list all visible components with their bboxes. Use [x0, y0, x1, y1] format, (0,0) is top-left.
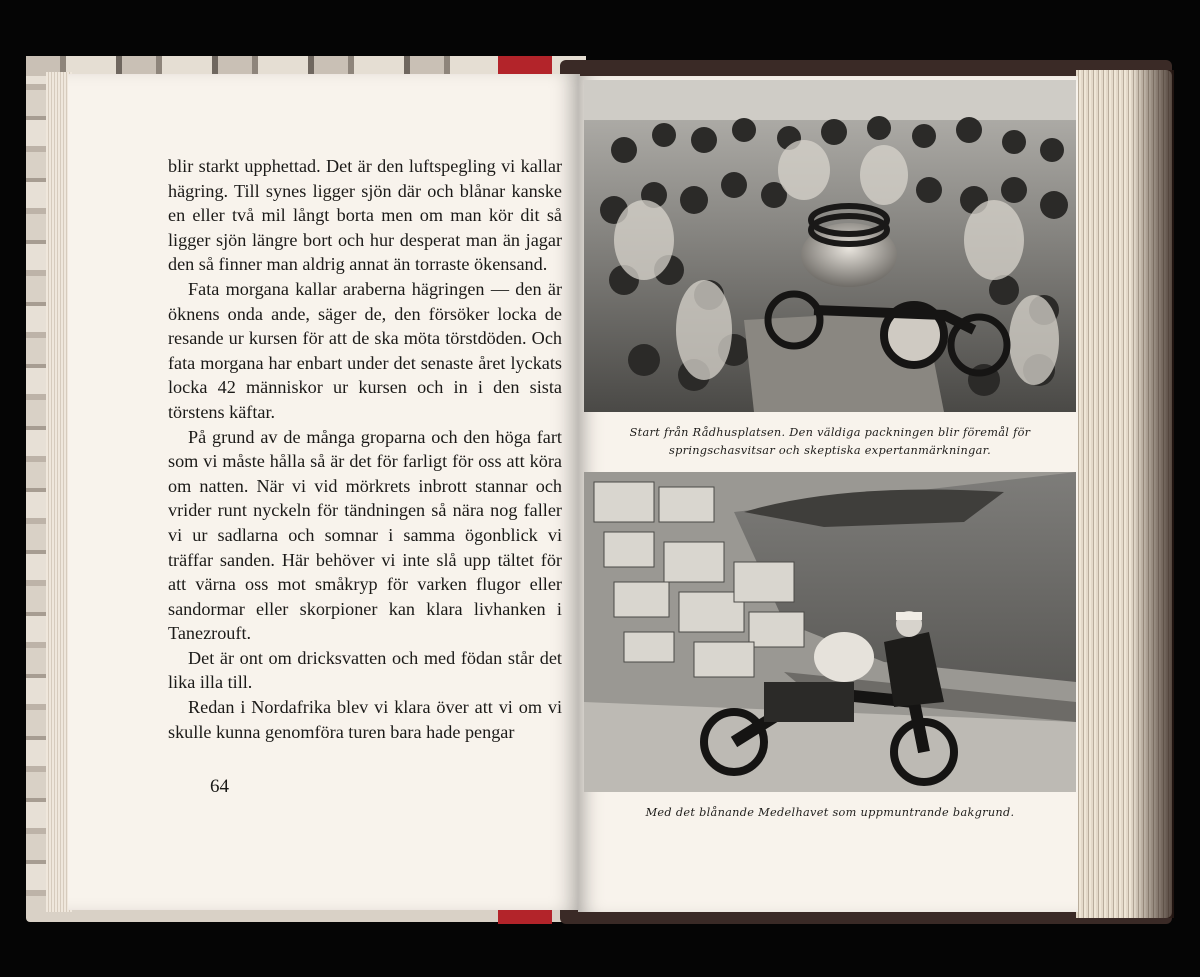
caption-bottom: Med det blånande Medelhavet som uppmuntrande bakgrund.: [645, 806, 1015, 819]
page-edges-shadow: [1130, 70, 1174, 918]
paragraph: På grund av de många groparna och den höga fart som vi måste hålla så är det för farligt för oss att köra om natten. När vi vid mörkrets inbrott stannar och vrider runt nyckeln för tändningen så nära nog faller vi ur sadlarna och somnar i samma ögonblick vi träffar sanden. Här behöver vi inte slå upp tältet för att värna oss mot småkryp för varken flugor eller sandormar eller skorpioner kan klara livhanken i Tanezrouft.: [168, 426, 562, 644]
paragraph: blir starkt upphettad. Det är den luftspegling vi kallar hägring. Till synes ligger sjön där och blånar kanske en eller två mil långt borta men om man kör dit så ligger sjön längre bort och hur desperat man än jagar den så finner man aldrig annat än torraste ökensand.: [168, 156, 562, 275]
photo-coast-motorcycle: [584, 472, 1076, 792]
paragraph: Redan i Nordafrika blev vi klara över att vi om vi skulle kunna genomföra turen bara hade pengar: [168, 697, 562, 742]
caption-top: Start från Rådhusplatsen. Den väldiga packningen blir föremål för springschasvitsar och skeptiska expertanmärkningar.: [629, 426, 1031, 457]
photo-crowd-motorcycle: [584, 80, 1076, 412]
headband-bottom: [498, 908, 552, 924]
left-page-text: [168, 154, 562, 744]
coast-photo-illustration: [584, 472, 1076, 792]
paragraph: Det är ont om dricksvatten och med födan står det lika illa till.: [168, 647, 562, 693]
paragraph: Fata morgana kallar araberna hägringen — den är öknens onda ande, säger de, den försöker locka de resande ur kursen för att de ska möta törstdöden. Och fata morgana har enbart under det senaste året lyckats locka 42 människor ur kursen och in i den sista törstens käftar.: [168, 278, 562, 422]
crowd-photo-illustration: [584, 80, 1076, 412]
page-number: 64: [210, 776, 229, 797]
